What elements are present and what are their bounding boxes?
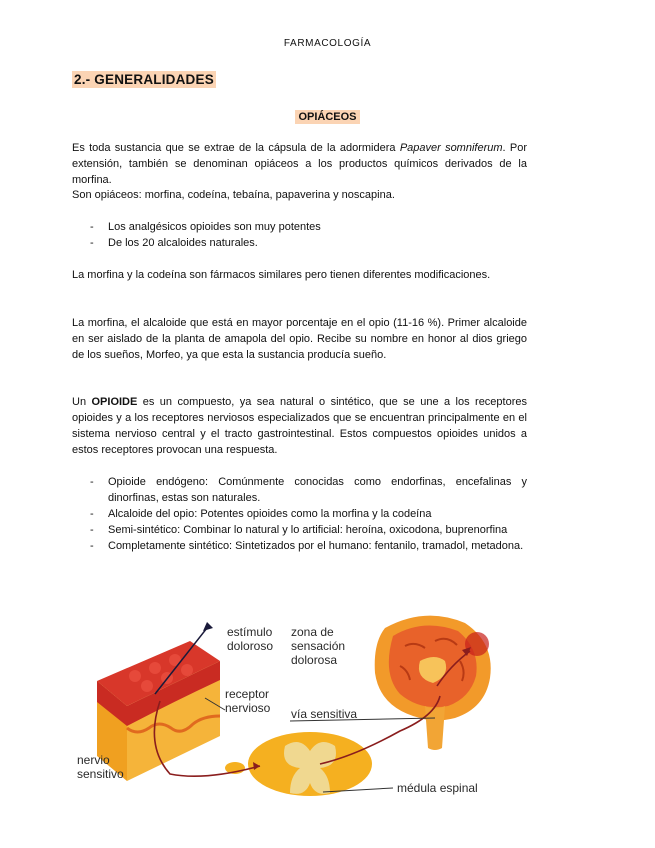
- species-name: Papaver somniferum: [399, 142, 503, 154]
- list-item: - Opioide endógeno: Comúnmente conocidas como endorfinas, encefalinas y dinorfinas, estas son naturales.: [90, 476, 527, 504]
- label-zona-3: dolorosa: [291, 653, 338, 667]
- list-item: - Completamente sintético: Sintetizados por el humano: fentanilo, tramadol, metadona.: [90, 540, 524, 552]
- list-item: - De los 20 alcaloides naturales.: [90, 237, 258, 249]
- section-title: 2.- GENERALIDADES: [74, 72, 214, 87]
- list-marker: -: [90, 221, 94, 233]
- label-via-sensitiva: vía sensitiva: [291, 707, 358, 721]
- paragraph-definition: [72, 140, 527, 188]
- label-medula-espinal: médula espinal: [397, 781, 478, 795]
- page-header: FARMACOLOGÍA: [283, 38, 372, 49]
- pain-pathway-illustration: [75, 606, 545, 806]
- list-item: - Alcaloide del opio: Potentes opioides como la morfina y la codeína: [90, 508, 432, 520]
- label-estimulo-2: doloroso: [227, 639, 274, 653]
- paragraph-morphine-codeine: La morfina y la codeína son fármacos similares pero tienen diferentes modificaciones.: [72, 269, 491, 281]
- label-receptor-2: nervioso: [225, 701, 271, 715]
- paragraph-definition-b: . Por extensión, también se denominan opiáceos a los productos químicos derivados de la morfina.: [72, 142, 527, 186]
- label-estimulo-1: estímulo: [227, 625, 273, 639]
- label-zona-1: zona de: [291, 625, 334, 639]
- list-item: - Los analgésicos opioides son muy potentes: [90, 221, 321, 233]
- paragraph-opiate-list: Son opiáceos: morfina, codeína, tebaína, papaverina y noscapina.: [72, 189, 395, 201]
- skin-block: [97, 641, 220, 781]
- label-nervio-2: sensitivo: [77, 767, 124, 781]
- bullet-list-analgesics: [86, 219, 527, 251]
- brain: [375, 616, 491, 750]
- paragraph-morphine: La morfina, el alcaloide que está en mayor porcentaje en el opio (11-16 %). Primer alcaloide en ser aislado de la planta de amapola del opio. Recibe su nombre en honor al dios griego de los sueños, Morfeo, ya que esta la sustancia producía sueño.: [72, 317, 527, 361]
- subsection-title: OPIÁCEOS: [295, 110, 359, 124]
- subsection-title-wrap: [0, 107, 655, 125]
- label-zona-2: sensación: [291, 639, 346, 653]
- label-receptor-1: receptor: [225, 687, 270, 701]
- list-item: - Semi-sintético: Combinar lo natural y lo artificial: heroína, oxicodona, buprenorfina: [90, 524, 508, 536]
- stimulus-arrowhead: [203, 622, 213, 631]
- list-marker: -: [90, 476, 94, 488]
- list-marker: -: [90, 524, 94, 536]
- list-marker: -: [90, 508, 94, 520]
- list-marker: -: [90, 237, 94, 249]
- spinal-cord: [225, 732, 372, 796]
- paragraph-opioid: Un OPIOIDE es un compuesto, ya sea natural o sintético, que se une a los receptores opioides y a los receptores nerviosos especializados que se encuentran principalmente en el sistema nervioso central y el tracto gastrointestinal. Estos compuestos opioides unidos a estos receptores provocan una respuesta.: [72, 396, 527, 456]
- opioid-term: OPIOIDE: [91, 396, 138, 408]
- paragraph-definition-a: Es toda sustancia que se extrae de la cápsula de la adormidera: [72, 142, 400, 154]
- list-marker: -: [90, 540, 94, 552]
- label-nervio-1: nervio: [77, 753, 110, 767]
- bullet-list-opioid-types: [86, 474, 527, 554]
